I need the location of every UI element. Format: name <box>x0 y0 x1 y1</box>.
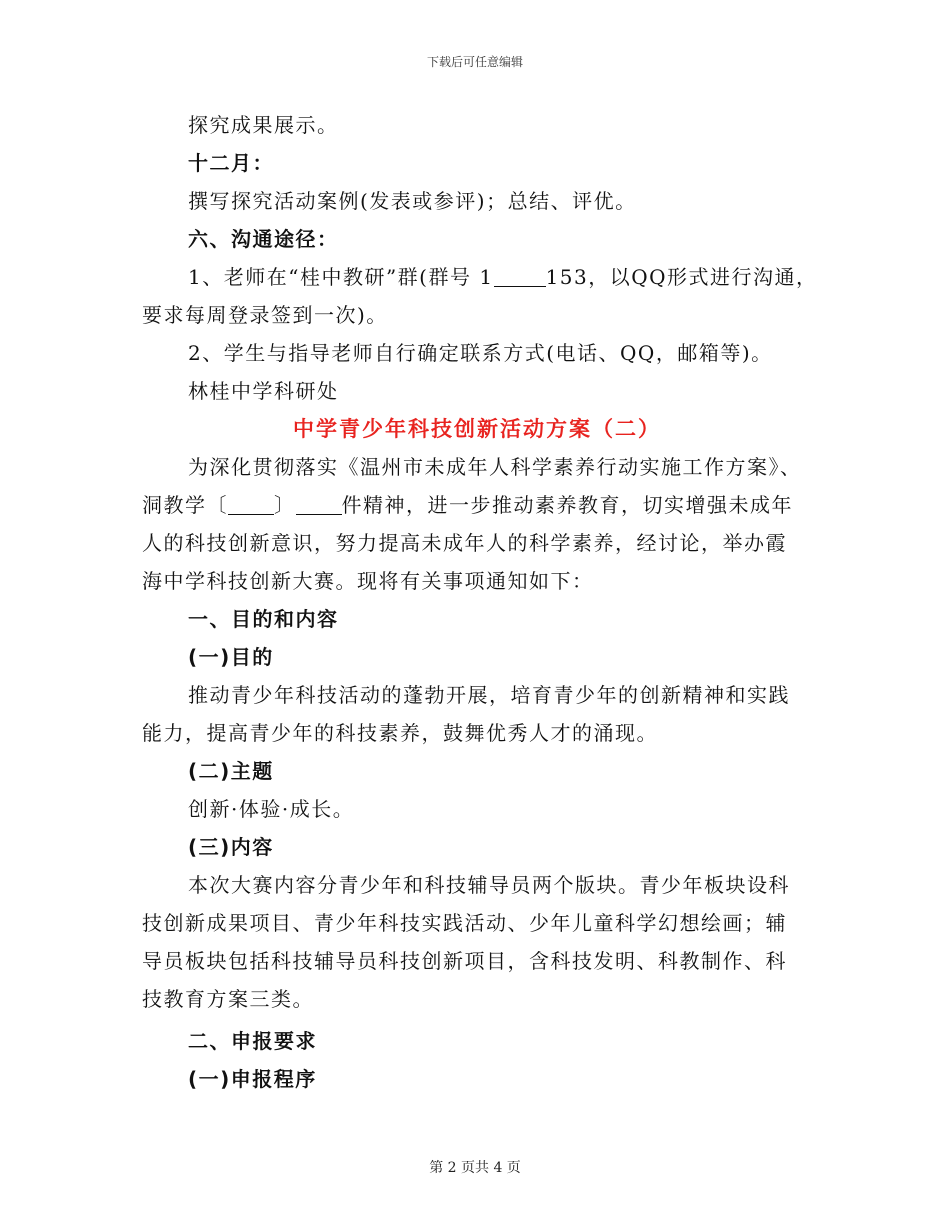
subsection-heading: (一)目的 <box>188 645 274 669</box>
text-run: 1、老师在“桂中教研”群(群号 1 <box>188 265 494 289</box>
section-heading: 二、申报要求 <box>188 1029 317 1053</box>
document-body <box>142 106 818 1098</box>
document-title: 中学青少年科技创新活动方案（二） <box>293 417 661 441</box>
page-footer: 第 2 页共 4 页 <box>429 1160 521 1176</box>
text-run: 153，以QQ形式进行沟通， <box>545 265 818 289</box>
paragraph: 要求每周登录签到一次)。 <box>142 303 388 327</box>
fill-blank <box>228 496 274 515</box>
paragraph: 导员板块包括科技辅导员科技创新项目，含科技发明、科教制作、科 <box>142 949 787 973</box>
paragraph: 撰写探究活动案例(发表或参评)；总结、评优。 <box>188 189 637 213</box>
paragraph <box>142 258 818 296</box>
paragraph: 人的科技创新意识，努力提高未成年人的科学素养，经讨论，举办霞 <box>142 531 787 555</box>
paragraph <box>142 486 802 524</box>
text-run: 洞教学〔 <box>142 493 228 517</box>
paragraph: 技创新成果项目、青少年科技实践活动、少年儿童科学幻想绘画；辅 <box>142 911 787 935</box>
section-heading: 六、沟通途径： <box>188 227 339 251</box>
month-heading: 十二月： <box>188 151 274 175</box>
subsection-heading: (一)申报程序 <box>188 1067 317 1091</box>
paragraph: 创新·体验·成长。 <box>188 797 355 821</box>
fill-blank <box>494 268 546 287</box>
paragraph: 推动青少年科技活动的蓬勃开展，培育青少年的创新精神和实践 <box>188 683 790 707</box>
fill-blank <box>296 496 342 515</box>
paragraph: 为深化贯彻落实《温州市未成年人科学素养行动实施工作方案》、 <box>188 455 802 479</box>
subsection-heading: (三)内容 <box>188 835 274 859</box>
subsection-heading: (二)主题 <box>188 759 274 783</box>
paragraph: 能力，提高青少年的科技素养，鼓舞优秀人才的涌现。 <box>142 721 658 745</box>
paragraph: 探究成果展示。 <box>188 113 339 137</box>
paragraph: 技教育方案三类。 <box>142 987 314 1011</box>
text-run: 〕 <box>274 493 296 517</box>
signature-line: 林桂中学科研处 <box>188 379 339 403</box>
paragraph: 2、学生与指导老师自行确定联系方式(电话、QQ，邮箱等)。 <box>188 341 773 365</box>
page-header: 下载后可任意编辑 <box>426 55 523 69</box>
section-heading: 一、目的和内容 <box>188 607 339 631</box>
paragraph: 本次大赛内容分青少年和科技辅导员两个版块。青少年板块设科 <box>188 873 790 897</box>
text-run: 件精神，进一步推动素养教育，切实增强未成年 <box>341 493 793 517</box>
paragraph: 海中学科技创新大赛。现将有关事项通知如下： <box>142 569 594 593</box>
